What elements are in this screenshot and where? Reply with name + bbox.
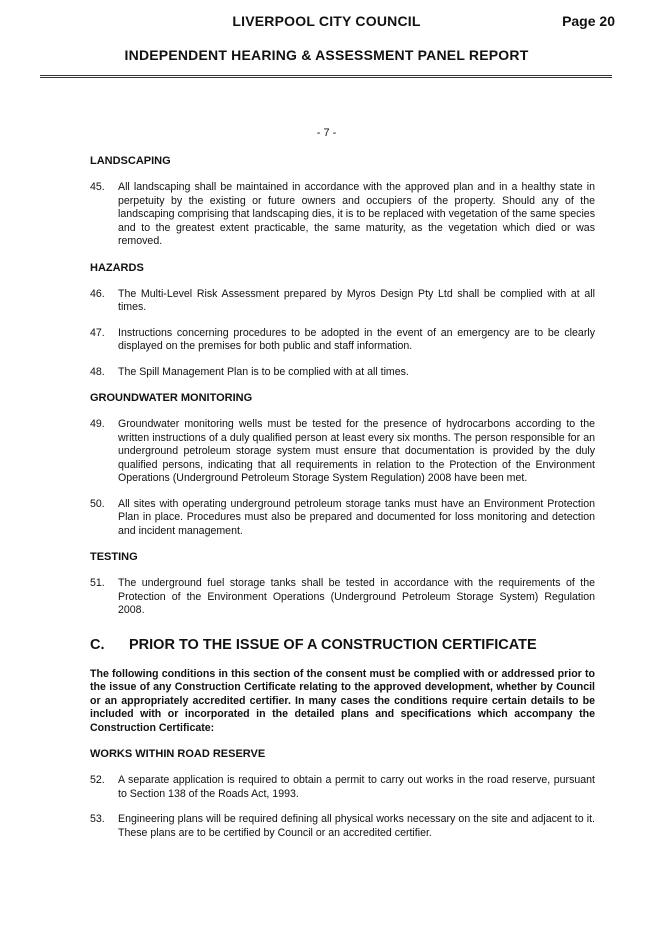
heading-hazards: HAZARDS (90, 261, 144, 274)
condition-number: 53. (90, 813, 105, 825)
condition-number: 48. (90, 365, 105, 378)
document-body (90, 154, 595, 852)
page-marker: - 7 - (316, 127, 337, 139)
condition-number: 49. (90, 418, 105, 430)
heading-groundwater-monitoring: GROUNDWATER MONITORING (90, 392, 253, 404)
heading-works-within-road-reserve: WORKS WITHIN ROAD RESERVE (90, 748, 266, 760)
condition-text: A separate application is required to obtain a permit to carry out works in the road reserve, pursuant to Section 138 of the Roads Act, 1993. (118, 774, 595, 800)
header-page-number: Page 20 (562, 13, 615, 29)
condition-item (90, 577, 595, 618)
condition-item (90, 498, 595, 539)
condition-number: 52. (90, 774, 105, 786)
condition-item (90, 774, 595, 801)
condition-text: The Spill Management Plan is to be complied with at all times. (118, 365, 409, 378)
condition-item (90, 288, 595, 315)
condition-item (90, 327, 595, 354)
condition-text: Instructions concerning procedures to be adopted in the event of an emergency are to be clearly displayed on the premises for both public and staff information. (118, 326, 595, 352)
section-c-heading (90, 636, 595, 654)
header-subtitle: INDEPENDENT HEARING & ASSESSMENT PANEL REPORT (124, 47, 529, 63)
condition-text: The Multi-Level Risk Assessment prepared by Myros Design Pty Ltd shall be complied with at all times. (118, 287, 595, 313)
condition-number: 47. (90, 326, 105, 339)
condition-number: 50. (90, 497, 105, 510)
condition-item (90, 181, 595, 249)
section-letter: C. (90, 636, 105, 653)
heading-testing: TESTING (90, 551, 138, 563)
condition-text: Engineering plans will be required defining all physical works necessary on the site and adjacent to it. These plans are to be certified by Council or an accredited certifier. (118, 813, 595, 839)
condition-item (90, 418, 595, 486)
condition-item (90, 813, 595, 840)
condition-text: The underground fuel storage tanks shall be tested in accordance with the requirements of the Protection of the Environment Operations (Underground Petroleum Storage System) Regulation 2008. (118, 577, 595, 616)
condition-text: All sites with operating underground petroleum storage tanks must have an Environment Protection Plan in place. Procedures must also be prepared and documented for loss monitoring and detection and incident management. (118, 497, 595, 537)
heading-landscaping: LANDSCAPING (90, 155, 171, 167)
condition-item (90, 366, 595, 380)
section-title: PRIOR TO THE ISSUE OF A CONSTRUCTION CERTIFICATE (129, 636, 537, 653)
condition-number: 46. (90, 287, 105, 300)
header-divider (40, 75, 612, 78)
section-c-intro: The following conditions in this section of the consent must be complied with or addressed prior to the issue of any Construction Certificate relating to the approved development, whether by Council or an appropriately accredited certifier. In many cases the conditions require certain details to be included with or incorporated in the detailed plans and specifications which accompany the Construction Certificate: (90, 667, 595, 734)
condition-text: Groundwater monitoring wells must be tested for the presence of hydrocarbons according to the written instructions of a duly qualified person at least every six months. The person responsible for an underground petroleum storage system must ensure that documentation is provided by the duly qualified persons, indicating that all requirements in relation to the Protection of the Environment Operations (Underground Petroleum Storage System Regulation) 2008 have been met. (118, 418, 595, 484)
condition-text: All landscaping shall be maintained in accordance with the approved plan and in a healthy state in perpetuity by the existing or future owners and occupiers of the property. Should any of the landscaping comprising that landscaping dies, it is to be replaced with vegetation of the same species and to the greatest extent practicable, the same maturity, as the vegetation which died or was removed. (118, 181, 595, 247)
header-title: LIVERPOOL CITY COUNCIL (232, 13, 421, 29)
condition-number: 51. (90, 577, 105, 589)
condition-number: 45. (90, 181, 105, 193)
